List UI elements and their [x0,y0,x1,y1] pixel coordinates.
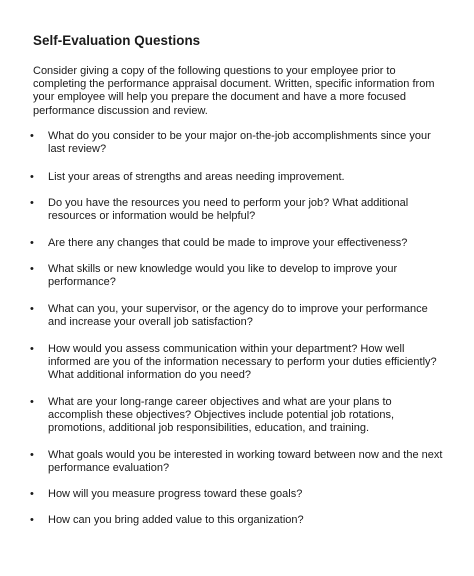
question-line: What additional information do you need? [48,369,252,382]
question-text [48,449,468,475]
question-text [48,303,468,329]
question-line: How would you assess communication within your department? How well [48,343,405,355]
question-line: last review? [48,143,107,156]
bullet-icon: • [30,303,34,315]
question-text [48,197,468,223]
question-line: and increase your overall job satisfaction? [48,316,253,329]
bullet-icon: • [30,343,34,355]
question-line: promotions, additional job responsibilities, education, and training. [48,422,370,435]
question-text [48,130,468,156]
question-line: What can you, your supervisor, or the agency do to improve your performance [48,303,428,315]
question-line: List your areas of strengths and areas needing improvement. [48,171,345,183]
bullet-icon: • [30,514,34,526]
question-text [48,343,468,383]
question-text [48,396,468,436]
question-line: What do you consider to be your major on-the-job accomplishments since your [48,130,431,142]
intro-line: completing the performance appraisal document. Written, specific information from [33,78,435,91]
question-line: What skills or new knowledge would you like to develop to improve your [48,263,398,275]
document-title: Self-Evaluation Questions [33,33,201,48]
intro-line: your employee will help you prepare the document and have a more focused [33,91,407,104]
bullet-icon: • [30,130,34,142]
question-line: resources or information would be helpful? [48,210,256,223]
bullet-icon: • [30,237,34,249]
question-line: performance evaluation? [48,462,170,475]
question-text [48,488,468,501]
question-line: Are there any changes that could be made to improve your effectiveness? [48,237,408,249]
question-text [48,514,468,527]
question-line: Do you have the resources you need to perform your job? What additional [48,197,409,209]
question-line: How can you bring added value to this organization? [48,514,304,526]
question-line: performance? [48,276,116,289]
question-text [48,237,468,250]
bullet-icon: • [30,488,34,500]
question-line: informed are you of the information necessary to perform your duties efficiently? [48,356,437,369]
bullet-icon: • [30,263,34,275]
question-line: How will you measure progress toward these goals? [48,488,303,500]
intro-line: performance discussion and review. [33,104,208,117]
bullet-icon: • [30,449,34,461]
bullet-icon: • [30,171,34,183]
question-line: What goals would you be interested in working toward between now and the next [48,449,443,461]
question-text [48,263,468,289]
question-line: accomplish these objectives? Objectives include potential job rotations, [48,409,395,422]
question-text [48,171,468,184]
intro-line: Consider giving a copy of the following questions to your employee prior to [33,65,396,77]
bullet-icon: • [30,396,34,408]
bullet-icon: • [30,197,34,209]
question-line: What are your long-range career objectives and what are your plans to [48,396,392,408]
intro-paragraph [33,65,443,118]
